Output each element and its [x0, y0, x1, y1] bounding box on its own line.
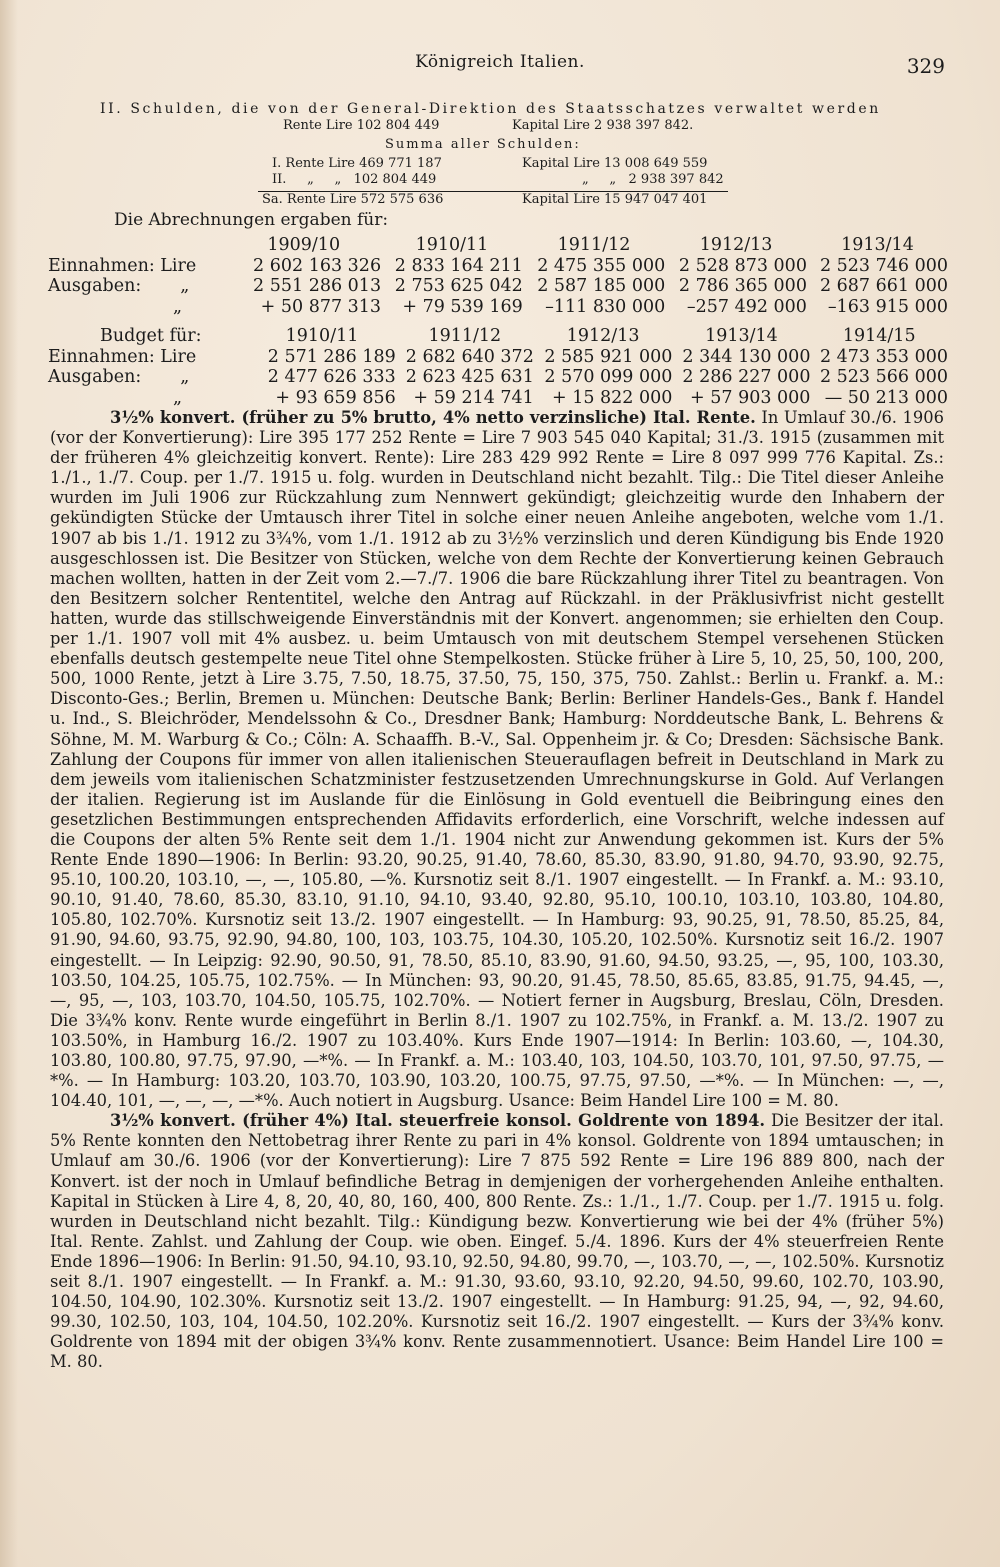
table-cell: 2 523 746 000	[819, 255, 948, 276]
summa-total-left: Sa. Rente Lire 572 575 636	[262, 192, 444, 207]
table-cell: 2 523 566 000	[819, 367, 948, 387]
table-cell: 2 833 164 211	[394, 255, 523, 276]
budget-label: Budget für:	[100, 326, 202, 346]
table-cell: 2 786 365 000	[678, 276, 807, 296]
table-row	[48, 276, 948, 297]
year-header: 1910/11	[415, 235, 489, 255]
row-label: Ausgaben: „	[48, 276, 190, 296]
table-row	[48, 235, 948, 256]
year-header: 1912/13	[699, 235, 773, 255]
table-cell: — 50 213 000	[824, 387, 948, 408]
table-cell: 2 585 921 000	[544, 346, 673, 367]
year-header: 1913/14	[841, 235, 914, 255]
table-row	[48, 388, 948, 409]
table-cell: –111 830 000	[545, 296, 666, 317]
table-cell: + 93 659 856	[275, 387, 396, 408]
row-label: Ausgaben: „	[48, 367, 190, 387]
paragraph-rente-text: In Umlauf 30./6. 1906 (vor der Konvertierung): Lire 395 177 252 Rente = Lire 7 903 545 040 Kapital; 31./3. 1915 (zusammen mit der früheren 4% gleichzeitig konvert. Rente): Lire 283 429 992 Rente = Lire 8 097 999 776 Kapital. Zs.: 1./1., 1./7. Coup. per 1./7. 1915 u. folg. wurden in Deutschland nicht bezahlt. Tilg.: Die Titel dieser Anleihe wurden im Juli 1906 zur Rückzahlung zum Nennwert gekündigt; gleichzeitig wurde den Inhabern der gekündigten Stücke der Umtausch ihrer Titel in solche einer neuen Anleihe angeboten, welche vom 1./1. 1907 ab bis 1./1. 1912 zu 3¾%, vom 1./1. 1912 ab zu 3½% verzinslich und deren Kündigung bis Ende 1920 ausgeschlossen ist. Die Besitzer von Stücken, welche von dem Rechte der Konvertierung keinen Gebrauch machen wollten, hatten in der Zeit vom 2.—7./7. 1906 die bare Rückzahlung ihrer Titel zu beantragen. Von den Besitzern solcher Rententitel, welche den Antrag auf Rückzahl. in der Präklusivfrist nicht gestellt hatten, wurde das stillschweigende Einverständnis mit der Konvert. angenommen; sie erhielten den Coup. per 1./1. 1907 voll mit 4% ausbez. u. beim Umtausch von mit deutschem Stempel versehenen Stücken ebenfalls deutsch gestempelte neue Titel ohne Stempelkosten. Stücke früher à Lire 5, 10, 25, 50, 100, 200, 500, 1000 Rente, jetzt à Lire 3.75, 7.50, 18.75, 37.50, 75, 150, 375, 750. Zahlst.: Berlin u. Frankf. a. M.: Disconto-Ges.; Berlin, Bremen u. München: Deutsche Bank; Berlin: Berliner Handels-Ges., Bank f. Handel u. Ind., S. Bleichröder, Mendelssohn & Co., Dresdner Bank; Hamburg: Norddeutsche Bank, L. Behrens & Söhne, M. M. Warburg & Co.; Cöln: A. Schaaffh. B.-V., Sal. Oppenheim jr. & Co; Dresden: Sächsische Bank. Zahlung der Coupons für immer von allen italienischen Steuerauflagen befreit in Deutschland in Mark zu dem jeweils vom italienischen Schatzminister festzusetzenden Umrechnungskurse in Gold. Auf Verlangen der italien. Regierung ist im Auslande für die Einlösung in Gold eventuell die Beibringung eines den gesetzlichen Bestimmungen entsprechenden Affidavits erforderlich, eine Vorschrift, welche indessen auf die Coupons der alten 5% Rente seit dem 1./1. 1904 nicht zur Anwendung gekommen ist. Kurs der 5% Rente Ende 1890—1906: In Berlin: 93.20, 90.25, 91.40, 78.60, 85.30, 83.90, 91.80, 94.70, 93.90, 92.75, 95.10, 100.20, 103.10, —, —, 105.80, —%. Kursnotiz seit 8./1. 1907 eingestellt. — In Frankf. a. M.: 93.10, 90.10, 91.40, 78.60, 85.30, 83.10, 91.10, 94.10, 93.40, 92.80, 95.10, 100.10, 103.10, 103.80, 104.80, 105.80, 102.70%. Kursnotiz seit 13./2. 1907 eingestellt. — In Hamburg: 93, 90.25, 91, 78.50, 85.25, 84, 91.90, 94.60, 93.75, 92.90, 94.80, 100, 103, 103.75, 104.30, 105.20, 102.50%. Kursnotiz seit 16./2. 1907 eingestellt. — In Leipzig: 92.90, 90.50, 91, 78.50, 85.10, 83.90, 91.60, 94.50, 93.25, —, 95, 100, 103.30, 103.50, 104.25, 105.75, 102.75%. — In München: 93, 90.20, 91.45, 78.50, 85.65, 83.85, 91.75, 94.45, —, —, 95, —, 103, 103.70, 104.50, 105.75, 102.70%. — Notiert ferner in Augsburg, Breslau, Cöln, Dresden. Die 3¾% konv. Rente wurde eingeführt in Berlin 8./1. 1907 zu 102.75%, in Frankf. a. M. 13./2. 1907 zu 103.50%, in Hamburg 16./2. 1907 zu 103.40%. Kurs Ende 1907—1914: In Berlin: 103.60, —, 104.30, 103.80, 100.80, 97.75, 97.90, —*%. — In Frankf. a. M.: 103.40, 103, 104.50, 103.70, 101, 97.50, 97.75, —*%. — In Hamburg: 103.20, 103.70, 103.90, 103.20, 100.75, 97.75, 97.50, —*%. — In München: —, —, 104.40, 101, —, —, —, —*%. Auch notiert in Augsburg. Usance: Beim Handel Lire 100 = M. 80.	[50, 408, 944, 1111]
table-row	[48, 347, 948, 368]
row-label: Einnahmen: Lire	[48, 346, 197, 367]
year-header: 1914/15	[842, 326, 916, 346]
year-header: 1910/11	[285, 326, 359, 346]
year-header: 1911/12	[428, 326, 502, 346]
table-cell: 2 570 099 000	[544, 367, 673, 387]
summa-row-1-left: I. Rente Lire 469 771 187	[272, 156, 442, 171]
summa-row-2-left: II. „ „ 102 804 449	[272, 172, 437, 187]
table-cell: 2 682 640 372	[405, 346, 534, 367]
paragraph-goldrente-text: Die Besitzer der ital. 5% Rente konnten den Nettobetrag ihrer Rente zu pari in 4% konsol. Goldrente von 1894 umtauschen; in Umlauf am 30./6. 1906 (vor der Konvertierung): Lire 7 875 592 Rente = Lire 196 889 800, nach der Konvert. ist der noch in Umlauf befindliche Betrag in demjenigen der vorhergehenden Anleihe enthalten. Kapital in Stücken à Lire 4, 8, 20, 40, 80, 160, 400, 800 Rente. Zs.: 1./1., 1./7. Coup. per 1./7. 1915 u. folg. wurden in Deutschland nicht bezahlt. Tilg.: Kündigung bezw. Konvertierung wie bei der 4% (früher 5%) Ital. Rente. Zahlst. und Zahlung der Coup. wie oben. Eingef. 5./4. 1896. Kurs der 4% steuerfreien Rente Ende 1896—1906: In Berlin: 91.50, 94.10, 93.10, 92.50, 94.80, 99.70, —, 103.70, —, —, 102.50%. Kursnotiz seit 8./1. 1907 eingestellt. — In Frankf. a. M.: 91.30, 93.60, 93.10, 92.20, 94.50, 99.60, 102.70, 103.90, 104.50, 104.90, 102.30%. Kursnotiz seit 13./2. 1907 eingestellt. — In Hamburg: 91.25, 94, —, 92, 94.60, 99.30, 102.50, 103, 104, 104.50, 102.20%. Kursnotiz seit 16./2. 1907 eingestellt. — Kurs der 3¾% konv. Goldrente von 1894 mit der obigen 3¾% konv. Rente zusammennotiert. Usance: Beim Handel Lire 100 = M. 80.	[50, 1111, 944, 1372]
summa-row-1-right: Kapital Lire 13 008 649 559	[522, 156, 708, 171]
running-header-title: Königreich Italien.	[415, 52, 585, 72]
row-label: „	[173, 387, 183, 408]
table-cell: 2 344 130 000	[682, 346, 811, 367]
page-edge-shadow	[0, 0, 18, 1567]
table-row	[48, 326, 948, 347]
table-cell: –257 492 000	[686, 296, 807, 317]
summa-row-2-right: „ „ 2 938 397 842	[582, 172, 724, 187]
table-cell: 2 473 353 000	[819, 346, 948, 367]
table-cell: 2 687 661 000	[819, 276, 948, 296]
table-row	[48, 256, 948, 277]
row-label: Einnahmen: Lire	[48, 255, 197, 276]
year-header: 1911/12	[557, 235, 631, 255]
paragraph-rente	[50, 408, 944, 1111]
results-table	[48, 235, 948, 317]
table-cell: + 79 539 169	[402, 296, 523, 317]
table-cell: 2 477 626 333	[267, 367, 396, 387]
table-row	[48, 367, 948, 388]
table-cell: + 57 903 000	[690, 387, 811, 408]
table-cell: + 59 214 741	[413, 387, 534, 408]
summa-total-right: Kapital Lire 15 947 047 401	[522, 192, 708, 207]
page-number: 329	[906, 54, 945, 78]
table-cell: 2 571 286 189	[267, 346, 396, 367]
paragraph-goldrente-title: 3½% konvert. (früher 4%) Ital. steuerfreie konsol. Goldrente von 1894.	[110, 1111, 766, 1131]
paragraph-rente-title: 3½% konvert. (früher zu 5% brutto, 4% netto verzinsliche) Ital. Rente.	[110, 408, 756, 427]
year-header: 1909/10	[267, 235, 341, 255]
table-cell: + 15 822 000	[551, 387, 673, 408]
table-cell: 2 602 163 326	[253, 255, 382, 276]
table-cell: 2 753 625 042	[394, 276, 523, 296]
budget-table	[48, 326, 948, 408]
table-cell: 2 475 355 000	[537, 255, 666, 276]
summa-heading: Summa aller Schulden:	[385, 137, 581, 152]
body-text	[50, 408, 944, 1373]
year-header: 1912/13	[566, 326, 640, 346]
table-cell: 2 623 425 631	[405, 367, 534, 387]
year-header: 1913/14	[705, 326, 778, 346]
table-cell: 2 551 286 013	[253, 276, 382, 296]
abrechnungen-label: Die Abrechnungen ergaben für:	[114, 210, 389, 230]
debt-rente-line: Rente Lire 102 804 449	[283, 118, 440, 133]
table-cell: 2 286 227 000	[682, 367, 811, 387]
table-cell: –163 915 000	[827, 296, 948, 317]
section-heading: II. Schulden, die von der General-Direktion des Staatsschatzes verwaltet werden	[100, 101, 881, 117]
table-row	[48, 297, 948, 318]
table-cell: 2 587 185 000	[537, 276, 666, 296]
row-label: „	[173, 296, 183, 317]
table-cell: + 50 877 313	[260, 296, 382, 317]
debt-kapital-line: Kapital Lire 2 938 397 842.	[512, 118, 694, 133]
table-cell: 2 528 873 000	[678, 255, 807, 276]
paragraph-goldrente	[50, 1111, 944, 1372]
